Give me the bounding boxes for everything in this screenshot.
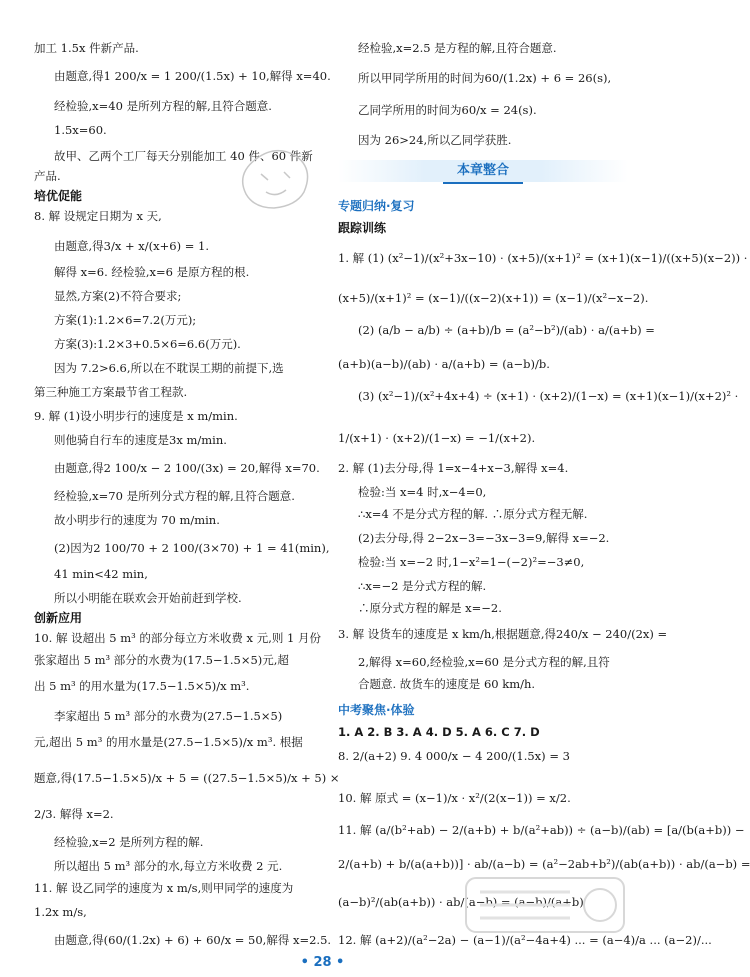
section-heading: 专题归纳·复习 [338,199,415,213]
text-line: (2)因为2 100/70 + 2 100/(3×70) + 1 = 41(min), [54,541,330,555]
text-line: 经检验,x=40 是所列方程的解,且符合题意. [54,99,272,113]
text-line: 显然,方案(2)不符合要求; [54,289,182,303]
text-line: 加工 1.5x 件新产品. [34,41,139,55]
text-line: 因为 26>24,所以乙同学获胜. [358,133,512,147]
text-line: 1.2x m/s, [34,905,87,919]
character-illustration [226,134,324,224]
text-line: (a−b)²/(ab(a+b)) · ab/(a−b) = (a−b)/(a+b) [338,895,584,909]
text-line: 1/(x+1) · (x+2)/(1−x) = −1/(x+2). [338,431,536,445]
text-line: 所以小明能在联欢会开始前赶到学校. [54,591,242,605]
text-line: (a+b)(a−b)/(ab) · a/(a+b) = (a−b)/b. [338,357,550,371]
page-number: • 28 • [300,955,345,970]
text-line: (x+5)/(x+1)² = (x−1)/((x−2)(x+1)) = (x−1)/(x²−x−2). [338,291,649,305]
section-heading: 培优促能 [34,189,83,203]
question-8: 8. 解 设规定日期为 x 天, [34,209,162,223]
text-line: 经检验,x=2.5 是方程的解,且符合题意. [358,41,557,55]
question-1: 1. 解 (1) (x²−1)/(x²+3x−10) · (x+5)/(x+1)² = (x+1)(x−1)/((x+5)(x−2)) · [338,251,748,265]
text-line: ∴x=−2 是分式方程的解. [358,579,487,593]
question-10-answer: 10. 解 原式 = (x−1)/x · x²/(2(x−1)) = x/2. [338,791,571,805]
question-11: 11. 解 设乙同学的速度为 x m/s,则甲同学的速度为 [34,881,294,895]
text-line: 故小明步行的速度为 70 m/min. [54,513,220,527]
section-heading: 跟踪训练 [338,221,387,235]
text-line: 所以甲同学所用的时间为60/(1.2x) + 6 = 26(s), [358,71,612,85]
text-line: 故甲、乙两个工厂每天分别能加工 40 件、60 件新 [54,149,313,163]
text-line: 经检验,x=2 是所列方程的解. [54,835,204,849]
question-10: 10. 解 设超出 5 m³ 的部分每立方米收费 x 元,则 1 月份 [34,631,321,645]
text-line: 方案(1):1.2×6=7.2(万元); [54,313,197,327]
text-line: 则他骑自行车的速度是3x m/min. [54,433,227,447]
text-line: 元,超出 5 m³ 的用水量是(27.5−1.5×5)/x m³. 根据 [34,735,303,749]
text-line: 检验:当 x=4 时,x−4=0, [358,485,487,499]
text-line: 41 min<42 min, [54,567,148,581]
text-line: 2,解得 x=60,经检验,x=60 是分式方程的解,且符 [358,655,610,669]
text-line: (3) (x²−1)/(x²+4x+4) ÷ (x+1) · (x+2)/(1−x) = (x+1)(x−1)/(x+2)² · [358,389,739,403]
text-line: 方案(3):1.2×3+0.5×6=6.6(万元). [54,337,241,351]
question-3: 3. 解 设货车的速度是 x km/h,根据题意,得240/x − 240/(2x) = [338,627,668,641]
text-line: 由题意,得3/x + x/(x+6) = 1. [54,239,209,253]
section-heading: 中考聚焦·体验 [338,703,415,717]
text-line: 李家超出 5 m³ 部分的水费为(27.5−1.5×5) [54,709,283,723]
text-line: ∴原分式方程的解是 x=−2. [358,601,502,615]
text-line: 经检验,x=70 是所列分式方程的解,且符合题意. [54,489,295,503]
text-line: ∴x=4 不是分式方程的解. ∴原分式方程无解. [358,507,588,521]
text-line: 检验:当 x=−2 时,1−x²=1−(−2)²=−3≠0, [358,555,585,569]
text-line: (2) (a/b − a/b) ÷ (a+b)/b = (a²−b²)/(ab) · a/(a+b) = [358,323,655,337]
text-line: 第三种施工方案最节省工程款. [34,385,188,399]
text-line: 题意,得(17.5−1.5×5)/x + 5 = ((27.5−1.5×5)/x + 5) × [34,771,340,785]
text-line: 1.5x=60. [54,123,107,137]
text-line: 张家超出 5 m³ 部分的水费为(17.5−1.5×5)元,超 [34,653,289,667]
text-line: 产品. [34,169,61,183]
text-line: 所以超出 5 m³ 部分的水,每立方米收费 2 元. [54,859,283,873]
choice-answers: 1. A 2. B 3. A 4. D 5. A 6. C 7. D [338,725,540,739]
text-line: 由题意,得1 200/x = 1 200/(1.5x) + 10,解得 x=40. [54,69,331,83]
text-line: 2/(a+b) + b/(a(a+b))] · ab/(a−b) = (a²−2ab+b²)/(ab(a+b)) · ab/(a−b) = [338,857,750,871]
watermark-logo [460,870,630,940]
question-12-answer: 12. 解 (a+2)/(a²−2a) − (a−1)/(a²−4a+4) ... = (a−4)/a ... (a−2)/... [338,933,712,947]
text-line: 出 5 m³ 的用水量为(17.5−1.5×5)/x m³. [34,679,250,693]
text-line: 解得 x=6. 经检验,x=6 是原方程的根. [54,265,250,279]
question-9: 9. 解 (1)设小明步行的速度是 x m/min. [34,409,238,423]
text-line: 合题意. 故货车的速度是 60 km/h. [358,677,536,691]
chapter-title: 本章整合 [338,160,628,182]
section-heading: 创新应用 [34,611,83,625]
text-line: 由题意,得2 100/x − 2 100/(3x) = 20,解得 x=70. [54,461,320,475]
text-line: 乙同学所用的时间为60/x = 24(s). [358,103,537,117]
text-line: 因为 7.2>6.6,所以在不耽误工期的前提下,选 [54,361,284,375]
question-11-answer: 11. 解 (a/(b²+ab) − 2/(a+b) + b/(a²+ab)) ÷ (a−b)/(ab) = [a/(b(a+b)) − [338,823,745,837]
fill-answers: 8. 2/(a+2) 9. 4 000/x − 4 200/(1.5x) = 3 [338,749,570,763]
text-line: 由题意,得(60/(1.2x) + 6) + 60/x = 50,解得 x=2.5. [54,933,332,947]
text-line: 2/3. 解得 x=2. [34,807,114,821]
question-2: 2. 解 (1)去分母,得 1=x−4+x−3,解得 x=4. [338,461,569,475]
text-line: (2)去分母,得 2−2x−3=−3x−3=9,解得 x=−2. [358,531,610,545]
